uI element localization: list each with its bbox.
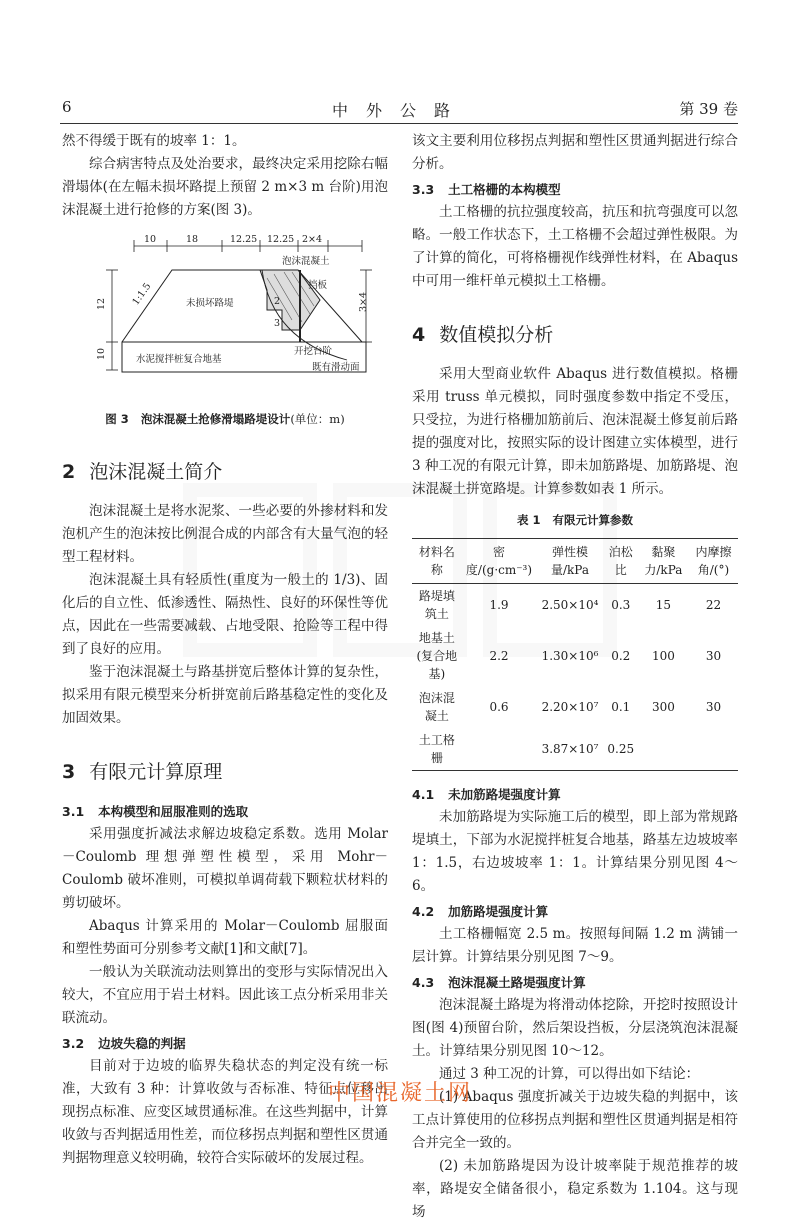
paragraph: 通过 3 种工况的计算，可以得出如下结论： [439,1066,700,1082]
table-cell: 2.50×10⁴ [541,598,599,612]
table-row [412,686,738,728]
section-heading [62,460,388,484]
table-cell: 地基土(复合地基) [416,631,458,681]
subsection-number: 3.1 [62,804,85,819]
header-rule [60,123,738,124]
table-row [412,728,738,771]
section-title: 有限元计算原理 [89,761,223,783]
subsection-heading [62,800,388,823]
subsection-title: 本构模型和屈服准则的选取 [98,804,249,819]
paragraph: (2) 未加筋路堤因为设计坡率陡于规范推荐的坡率，路堤安全储备很小，稳定系数为 1.104。这与现场 [412,1158,738,1220]
subsection-heading [412,971,738,994]
dim-label: 3 [274,318,281,329]
page-number: 6 [62,98,72,116]
table-cell: 100 [651,649,675,663]
subsection-number: 3.2 [62,1036,85,1051]
dim-label: 10 [144,234,157,245]
paragraph: 综合病害特点及处治要求，最终决定采用挖除右幅滑塌体(在左幅未损坏路提上预留 2 m×3 m 台阶)用泡沫混凝土进行抢修的方案(图 3)。 [62,156,388,218]
table-cell: 土工格栅 [412,728,462,771]
subsection-title: 泡沫混凝土路堤强度计算 [448,975,586,990]
table-cell: 2.20×10⁷ [541,700,599,714]
dim-label: 2×4 [302,234,323,245]
table-cell: 0.1 [611,700,631,714]
table-cell: 0.3 [611,598,631,612]
paragraph: 鉴于泡沫混凝土与路基拼宽后整体计算的复杂性，拟采用有限元模型来分析拼宽前后路基稳定性的变化及加固效果。 [62,664,388,726]
paragraph: 采用大型商业软件 Abaqus 进行数值模拟。格栅采用 truss 单元模拟，同时强度参数中指定不受压，只受拉，为进行格栅加筋前后、泡沫混凝土修复前后路提的强度对比，按照实际的设计图建立实体模型，进行 3 种工况的有限元计算，即未加筋路堤、加筋路堤、泡沫混凝土拼宽路堤。计算参数如表 1 所示。 [412,366,738,497]
table-cell [689,728,738,771]
table-cell: 0.6 [489,700,509,714]
paragraph: 土工格栅幅宽 2.5 m。按照每间隔 1.2 m 满铺一层计算。计算结果分别见图 7～9。 [412,926,738,965]
col-header: 内摩擦角/(°) [689,539,738,584]
table-cell: 泡沫混凝土 [418,691,455,723]
subsection-heading [62,1032,388,1055]
paragraph: 土工格栅的抗拉强度较高，抗压和抗弯强度可以忽略。一般工作状态下，土工格栅不会超过弹性极限。为了计算的简化，可将格栅视作线弹性材料，在 Abaqus 中可用一维杆单元模拟土工格栅。 [412,204,738,289]
foam-concrete-zone [260,270,320,330]
subsection-heading [412,178,738,201]
col-header: 弹性模量/kPa [536,539,603,584]
paragraph: 泡沫混凝土是将水泥浆、一些必要的外掺材料和发泡机产生的泡沫按比例混合成的内部含有大量气泡的轻型工程材料。 [62,503,388,565]
table-cell: 2.2 [489,649,509,663]
subsection-number: 4.2 [412,904,435,919]
table-header-row [412,539,738,584]
dim-label: 12 [96,297,107,310]
dim-label: 12.25 [267,234,295,245]
dim-label: 10 [96,347,107,360]
ground-label: 水泥搅拌桩复合地基 [136,354,222,365]
caption-text: 有限元计算参数 [552,513,634,527]
caption-unit: (单位：m) [290,412,345,426]
section-number: 3 [62,761,76,783]
figure-3 [62,230,388,430]
subsection-title: 未加筋路堤强度计算 [448,787,561,802]
table-cell: 30 [705,649,722,663]
paragraph: 目前对于边坡的临界失稳状态的判定没有统一标准，大致有 3 种：计算收敛与否标准、特征点位移出现拐点标准、应变区域贯通标准。在这些判据中，计算收敛与否判据适用性差，而位移拐点判据和塑性区贯通判据物理意义较明确，较符合实际破坏的发展过程。 [62,1058,388,1166]
table-cell: 22 [705,598,722,612]
table-cell [638,728,689,771]
table-cell: 1.30×10⁶ [541,649,599,663]
subsection-title: 加筋路堤强度计算 [448,904,549,919]
section-heading [412,323,738,347]
table-cell: 路堤填筑土 [418,589,455,621]
table-row [412,584,738,627]
section-number: 2 [62,461,76,483]
section-title: 泡沫混凝土简介 [89,461,223,483]
col-header: 密度/(g·cm⁻³) [462,539,537,584]
table-cell: 300 [651,700,675,714]
dim-label: 18 [186,234,199,245]
table-cell: 0.2 [611,649,631,663]
panel-label: 挡板 [308,280,328,291]
section-title: 数值模拟分析 [439,324,554,346]
volume-label: 第 39 卷 [679,100,738,118]
figure-caption [62,408,388,431]
journal-title: 中外公路 [331,101,468,120]
paragraph: 采用强度折减法求解边坡稳定系数。选用 Molar－Coulomb 理想弹塑性模型，采用 Mohr－Coulomb 破坏准则，可模拟单调荷载下颗粒状材料的剪切破坏。 [62,826,388,911]
subsection-title: 土工格栅的本构模型 [448,182,561,197]
left-column [62,130,388,1170]
parameter-table [412,538,738,771]
step-label: 开挖台阶 [294,346,333,357]
section-number: 4 [412,324,426,346]
paragraph: 该文主要利用位移拐点判据和塑性区贯通判据进行综合分析。 [412,133,738,172]
col-header: 黏聚力/kPa [638,539,689,584]
right-column [412,130,738,1224]
col-header: 泊松比 [604,539,638,584]
slide-label: 既有滑动面 [312,362,360,373]
paragraph: 泡沫混凝土具有轻质性(重度为一般土的 1/3)、固化后的自立性、低渗透性、隔热性、良好的环保性等优点，因此在一些需要减载、占地受限、抢险等工程中得到了良好的应用。 [62,572,388,657]
col-header: 材料名称 [412,539,462,584]
slope-label: 1:1.5 [130,281,154,308]
caption-number: 图 3 [105,412,129,426]
paragraph: 然不得缓于既有的坡率 1：1。 [62,133,246,149]
paragraph: 泡沫混凝土路堤为将滑动体挖除，开挖时按照设计图(图 4)预留台阶，然后架设挡板，分层浇筑泡沫混凝土。计算结果分别见图 10～12。 [412,997,738,1059]
table-cell: 15 [655,598,672,612]
paragraph: Abaqus 计算采用的 Molar－Coulomb 屈服面和塑性势面可分别参考文献[1]和文献[7]。 [62,918,388,957]
table-caption [412,509,738,532]
caption-number: 表 1 [516,513,541,527]
dim-label: 2 [274,296,281,307]
table-cell: 3.87×10⁷ [536,728,603,771]
dim-label: 3×4 [358,291,369,312]
caption-text: 泡沫混凝土抢修滑塌路堤设计 [140,412,291,426]
subsection-number: 4.3 [412,975,435,990]
foam-label: 泡沫混凝土 [282,256,330,267]
subsection-number: 3.3 [412,182,435,197]
table-cell: 1.9 [489,598,509,612]
site-footer: 中国混凝土网 [327,1081,472,1106]
section-heading [62,760,388,784]
table-cell: 0.25 [604,728,638,771]
paragraph: 未加筋路堤为实际施工后的模型，即上部为常规路堤填土，下部为水泥搅拌桩复合地基，路基左边坡坡率 1：1.5，右边坡坡率 1：1。计算结果分别见图 4～6。 [412,809,738,894]
dim-label: 12.25 [230,234,258,245]
paragraph: 一般认为关联流动法则算出的变形与实际情况出入较大，不宜应用于岩土材料。因此该工点分析采用非关联流动。 [62,964,388,1026]
paragraph: (1) Abaqus 强度折减关于边坡失稳的判据中，该工点计算使用的位移拐点判据和塑性区贯通判据是相符合并完全一致的。 [412,1089,738,1151]
subsection-heading [412,900,738,923]
table-row [412,626,738,686]
subsection-title: 边坡失稳的判据 [98,1036,186,1051]
subsection-heading [412,783,738,806]
undamaged-label: 未损坏路堤 [186,298,234,309]
subsection-number: 4.1 [412,787,435,802]
table-cell [462,728,537,771]
table-cell: 30 [705,700,722,714]
